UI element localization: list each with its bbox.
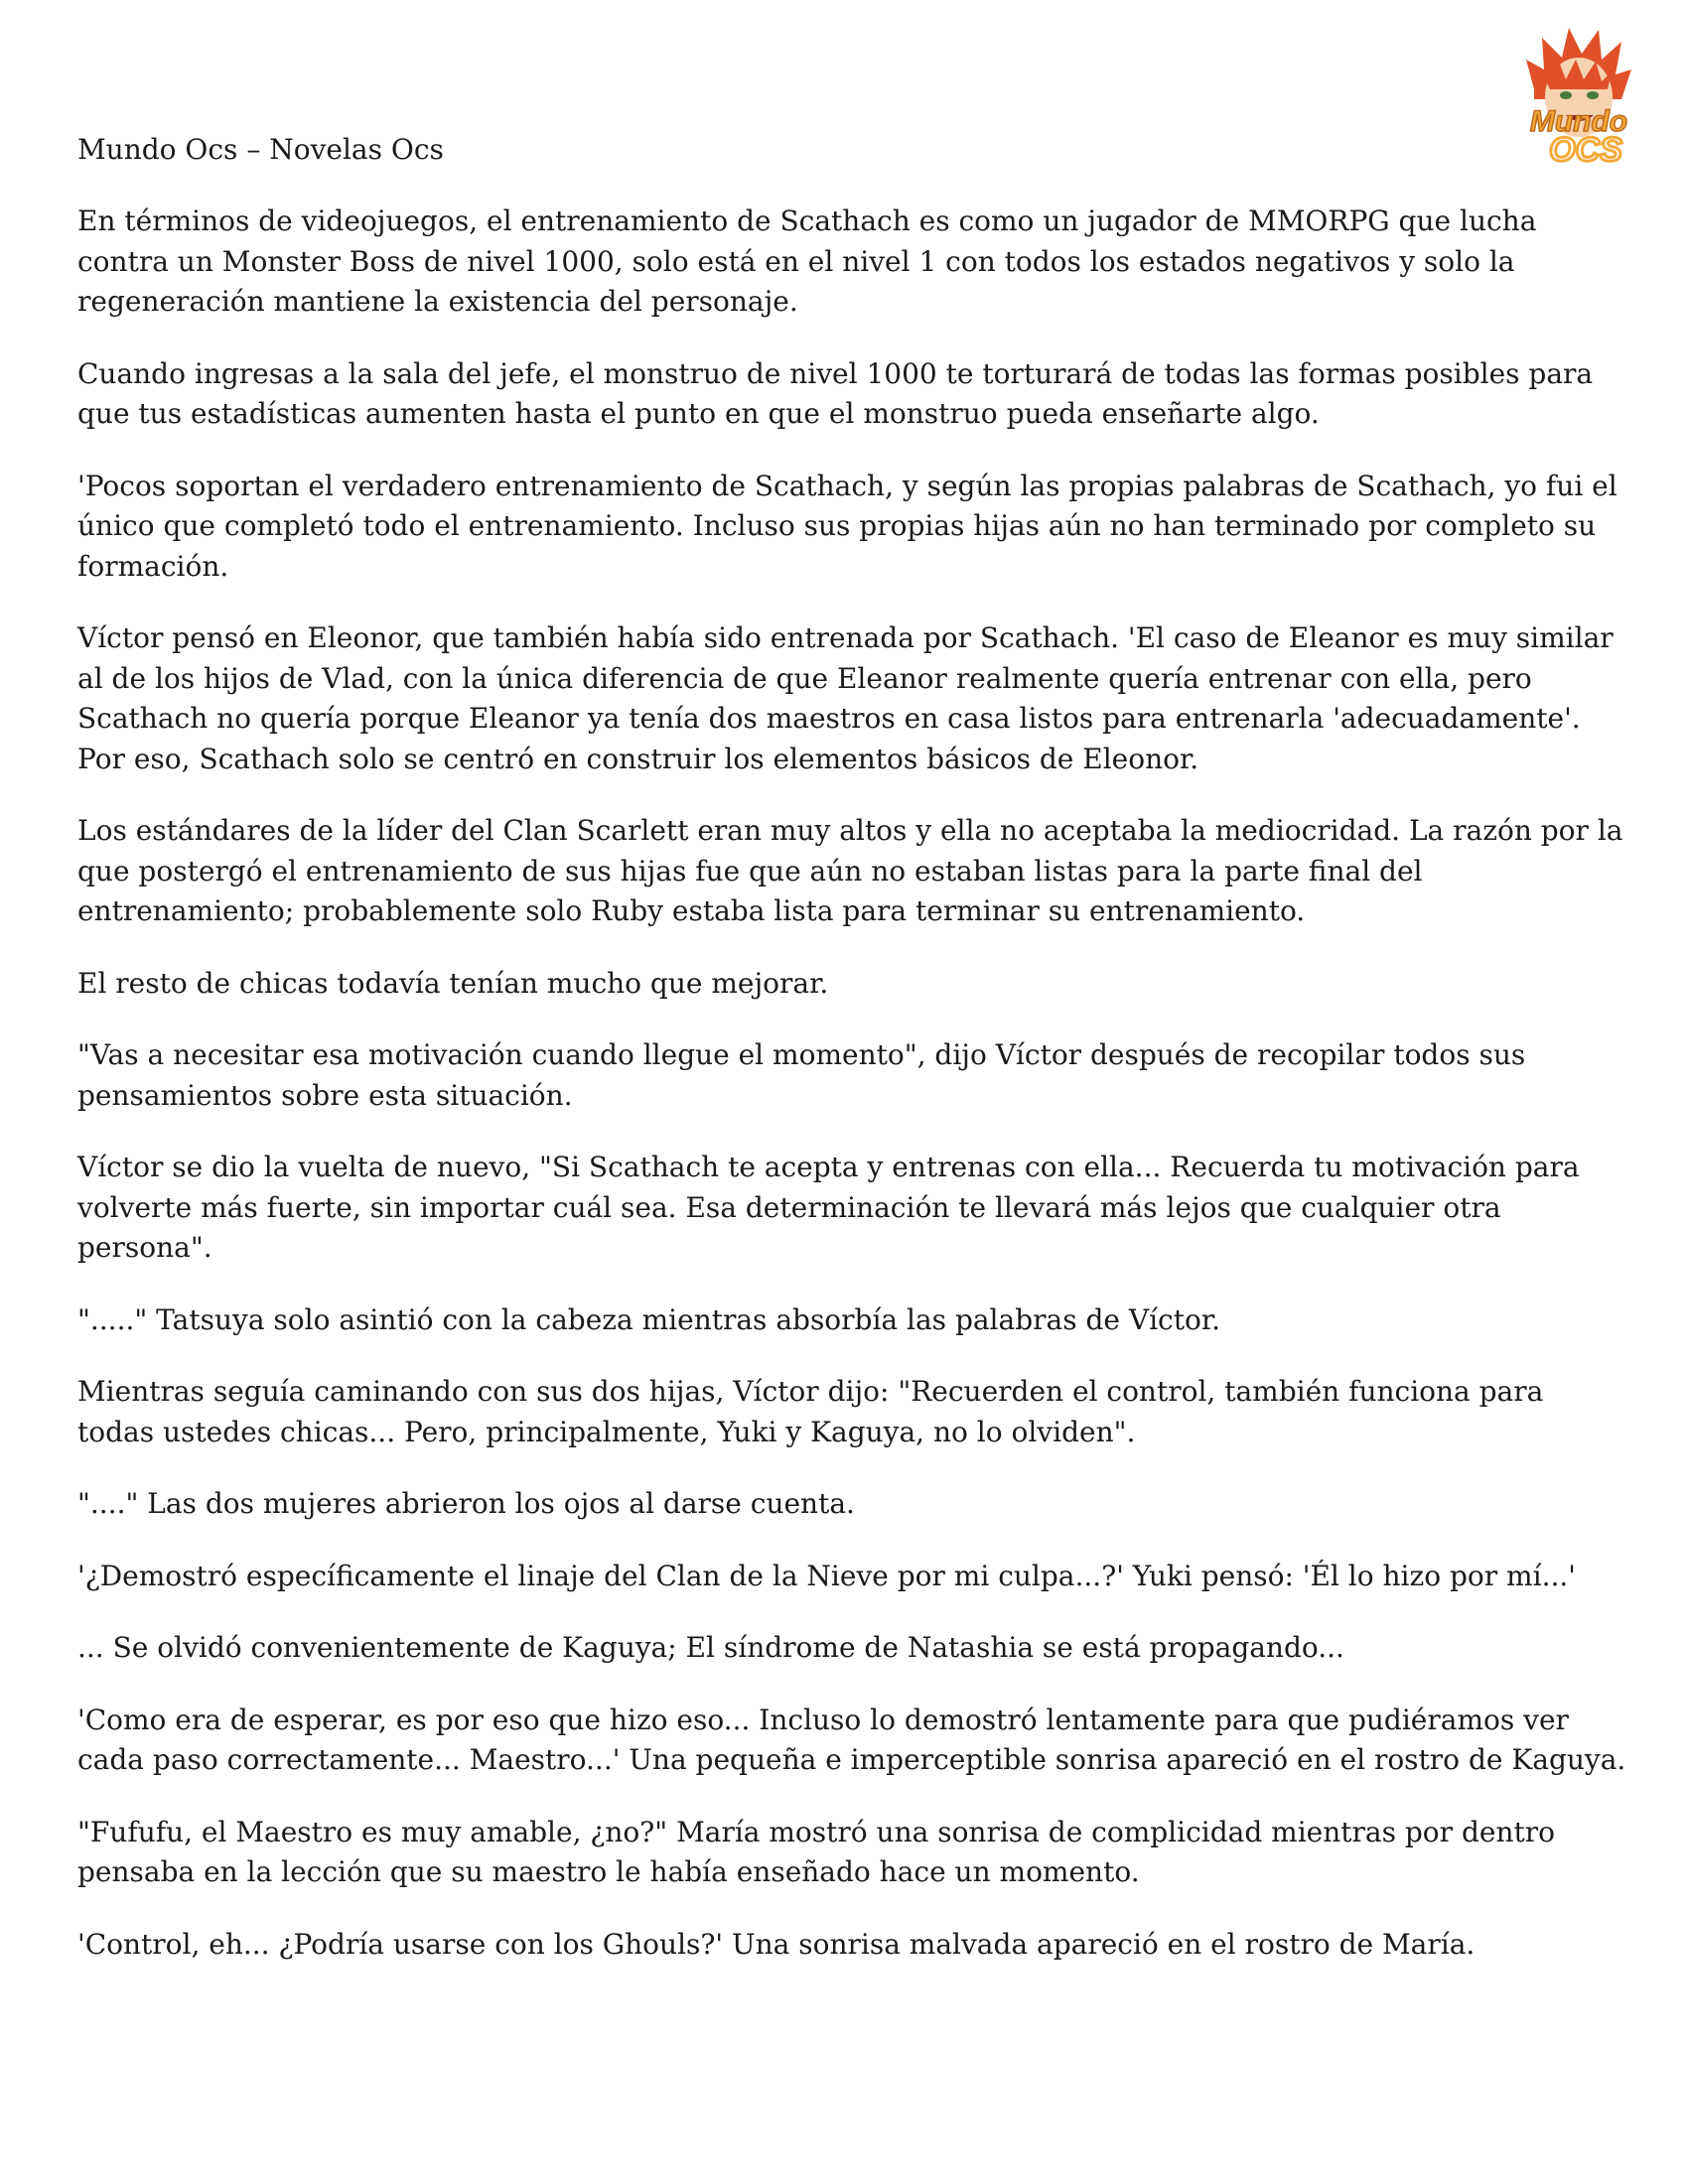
document-body xyxy=(77,202,1626,1996)
logo-graphic xyxy=(1504,20,1653,174)
logo-text-line2: OCS xyxy=(1549,131,1622,169)
paragraph: ... Se olvidó convenientemente de Kaguya; El síndrome de Natashia se está propagando... xyxy=(77,1631,1344,1664)
paragraph: "Fufufu, el Maestro es muy amable, ¿no?" María mostró una sonrisa de complicidad mientras por dentro pensaba en la lección que su maestro le había enseñado hace un momento. xyxy=(77,1815,1555,1888)
mundo-ocs-logo xyxy=(1504,20,1653,174)
paragraph: En términos de videojuegos, el entrenamiento de Scathach es como un jugador de MMORPG que lucha contra un Monster Boss de nivel 1000, solo está en el nivel 1 con todos los estados negativos y solo la regeneración mantiene la existencia del personaje. xyxy=(77,205,1537,318)
paragraph: 'Como era de esperar, es por eso que hizo eso... Incluso lo demostró lentamente para que pudiéramos ver cada paso correctamente... Maestro...' Una pequeña e imperceptible sonrisa apareció en el rostro de Kaguya. xyxy=(77,1703,1626,1776)
paragraph: "...." Las dos mujeres abrieron los ojos al darse cuenta. xyxy=(77,1487,855,1520)
paragraph: Víctor se dio la vuelta de nuevo, "Si Scathach te acepta y entrenas con ella... Recuerda tu motivación para volverte más fuerte, sin importar cuál sea. Esa determinación te llevará más lejos que cualquier otra persona". xyxy=(77,1151,1580,1264)
paragraph: "Vas a necesitar esa motivación cuando llegue el momento", dijo Víctor después de recopilar todos sus pensamientos sobre esta situación. xyxy=(77,1038,1526,1112)
paragraph: Cuando ingresas a la sala del jefe, el monstruo de nivel 1000 te torturará de todas las formas posibles para que tus estadísticas aumenten hasta el punto en que el monstruo pueda enseñarte algo. xyxy=(77,356,1594,430)
document-header: Mundo Ocs – Novelas Ocs xyxy=(77,133,444,166)
paragraph: Los estándares de la líder del Clan Scarlett eran muy altos y ella no aceptaba la mediocridad. La razón por la que postergó el entrenamiento de sus hijas fue que aún no estaban listas para la parte final del entrenamiento; probablemente solo Ruby estaba lista para terminar su entrenamiento. xyxy=(77,814,1623,927)
paragraph: Mientras seguía caminando con sus dos hijas, Víctor dijo: "Recuerden el control, también funciona para todas ustedes chicas... Pero, principalmente, Yuki y Kaguya, no lo olviden". xyxy=(77,1375,1544,1448)
paragraph: 'Pocos soportan el verdadero entrenamiento de Scathach, y según las propias palabras de Scathach, yo fui el único que completó todo el entrenamiento. Incluso sus propias hijas aún no han terminado por completo su formación. xyxy=(77,469,1618,583)
paragraph: '¿Demostró específicamente el linaje del Clan de la Nieve por mi culpa...?' Yuki pensó: 'Él lo hizo por mí...' xyxy=(77,1559,1576,1592)
paragraph: 'Control, eh... ¿Podría usarse con los Ghouls?' Una sonrisa malvada apareció en el rostro de María. xyxy=(77,1927,1476,1961)
paragraph: Víctor pensó en Eleonor, que también había sido entrenada por Scathach. 'El caso de Eleanor es muy similar al de los hijos de Vlad, con la única diferencia de que Eleanor realmente quería entrenar con ella, pero Scathach no quería porque Eleanor ya tenía dos maestros en casa listos para entrenarla 'adecuadamente'. Por eso, Scathach solo se centró en construir los elementos básicos de Eleonor. xyxy=(77,621,1614,775)
paragraph: El resto de chicas todavía tenían mucho que mejorar. xyxy=(77,966,829,1000)
paragraph: "....." Tatsuya solo asintió con la cabeza mientras absorbía las palabras de Víctor. xyxy=(77,1302,1221,1336)
logo-text-line1: Mundo xyxy=(1529,105,1628,138)
